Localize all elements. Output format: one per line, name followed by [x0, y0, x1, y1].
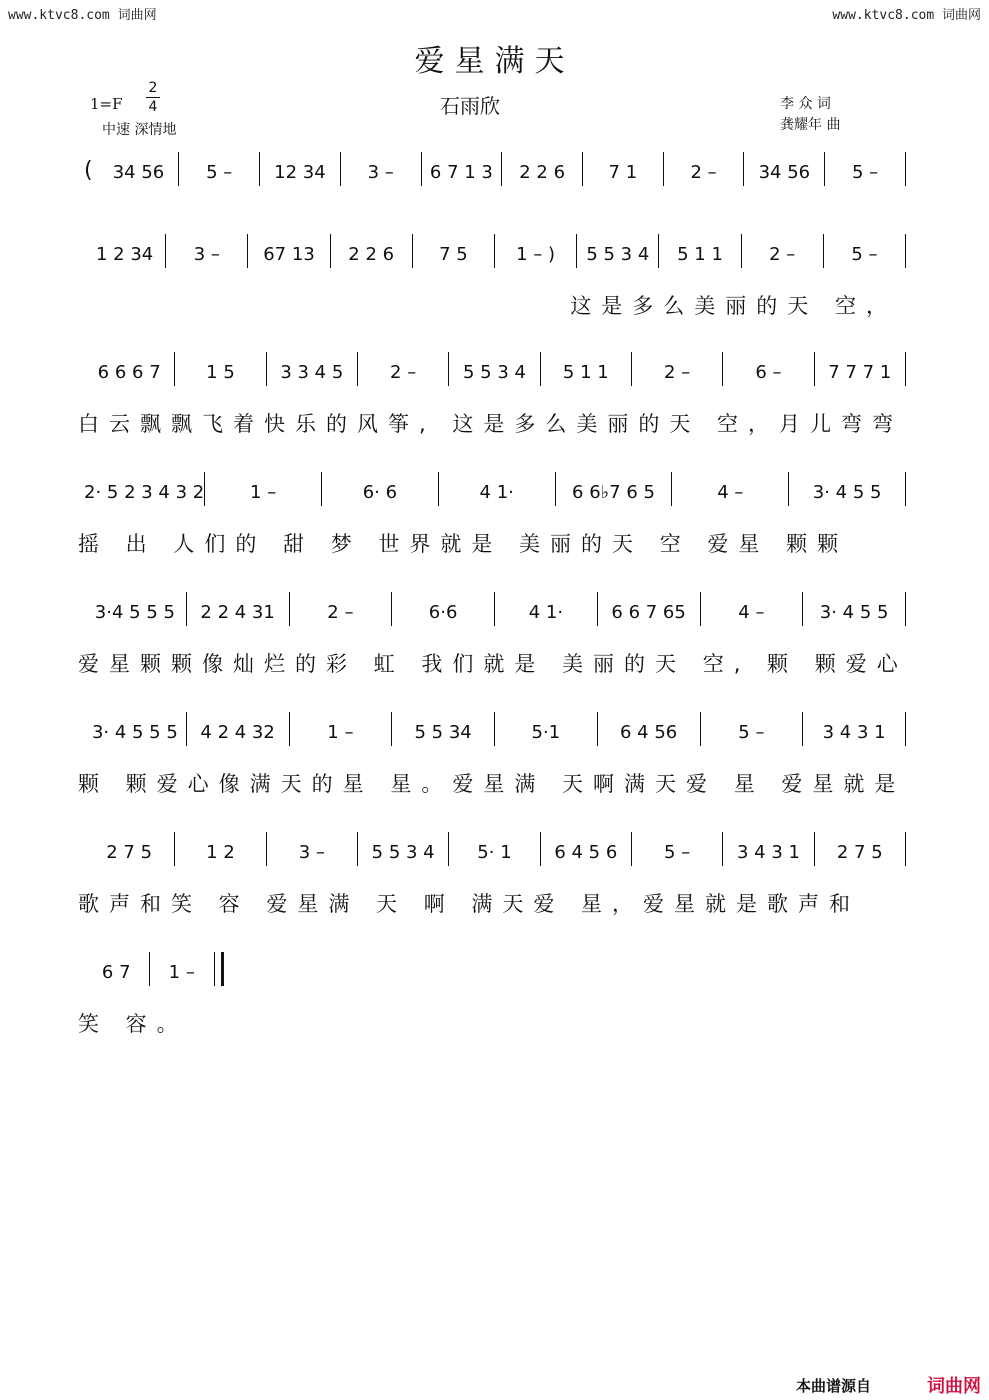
measure: 2 –: [327, 602, 354, 623]
measure: 6 7: [101, 962, 131, 983]
watermark-right: www.ktvc8.com 词曲网: [832, 8, 981, 23]
singer-name: 石雨欣: [440, 94, 500, 118]
measure: 5 5 3 4: [371, 842, 435, 863]
measure: 6 7 1 3: [429, 162, 493, 183]
measure: 5·1: [531, 722, 561, 743]
measure: 6· 6: [362, 482, 398, 503]
measure: 5 –: [206, 162, 233, 183]
measure: 1 –: [327, 722, 354, 743]
measure: 4 1·: [479, 482, 514, 503]
time-signature: [146, 80, 160, 115]
measure: 5 5 3 4: [586, 244, 650, 265]
barline: [905, 472, 906, 506]
measure: 6 6♭7 6 5: [572, 482, 655, 503]
measure: 3 4 3 1: [736, 842, 800, 863]
measure: 5 5 3 4: [462, 362, 526, 383]
notation-row: [84, 952, 224, 1002]
measure: 7 7 7 1: [828, 362, 892, 383]
measure: 3· 4 5 5: [812, 482, 882, 503]
notation-row: [84, 592, 906, 642]
notation-row: [84, 832, 906, 882]
measure: 6 6 6 7: [97, 362, 161, 383]
final-barline: [214, 952, 224, 986]
notation-row: [84, 234, 906, 284]
measure: 5 –: [664, 842, 691, 863]
barline: [905, 832, 906, 866]
measure: 3 –: [367, 162, 394, 183]
lyric-line: 笑 容。: [78, 1012, 188, 1036]
tempo-marking: 中速 深情地: [102, 122, 177, 138]
barline: [905, 352, 906, 386]
barline: [905, 152, 906, 186]
measure: 3·4 5 5 5: [94, 602, 175, 623]
barline: [905, 592, 906, 626]
footer-source-text: 本曲谱源自: [795, 1377, 871, 1395]
measure: 5 1 1: [562, 362, 609, 383]
measure: 2 –: [769, 244, 796, 265]
footer-logo: 词曲网: [927, 1376, 981, 1397]
measure: 1 5: [206, 362, 235, 383]
key-signature: 1=F: [90, 95, 123, 113]
time-sig-bottom: 4: [148, 99, 158, 115]
lyric-line: 这是多么美丽的天 空，: [570, 294, 897, 318]
measure: 3 –: [298, 842, 325, 863]
measure: 2 –: [664, 362, 691, 383]
measure: 4 –: [738, 602, 765, 623]
measure: 12 34: [274, 162, 326, 183]
song-title: 爱星满天: [414, 44, 575, 79]
composer-credit: 龚耀年 曲: [780, 117, 841, 133]
measure: 6 4 5 6: [554, 842, 618, 863]
measure: 2 2 6: [348, 244, 395, 265]
measure: 1 2 34: [95, 244, 154, 265]
measure: 6 6 7 65: [611, 602, 686, 623]
lyric-line: 白云飘飘飞着快乐的风筝, 这是多么美丽的天 空，月儿弯弯: [78, 412, 904, 436]
notation-row: [84, 472, 906, 522]
measure: 2 7 5: [106, 842, 153, 863]
measure: 4 1·: [528, 602, 564, 623]
measure: 6 4 56: [619, 722, 678, 743]
measure: 6·6: [428, 602, 458, 623]
measure: 5· 1: [477, 842, 512, 863]
measure: 1 –: [168, 962, 195, 983]
measure: 2 7 5: [836, 842, 883, 863]
measure: 1 – ): [516, 244, 556, 265]
measure: 3 4 3 1: [822, 722, 886, 743]
lyric-line: 爱星颗颗像灿烂的彩 虹 我们就是 美丽的天 空, 颗 颗爱心: [78, 652, 908, 676]
measure: 67 13: [263, 244, 315, 265]
measure: 1 2: [206, 842, 235, 863]
measure: 1 –: [250, 482, 277, 503]
notation-row: [84, 712, 906, 762]
lyric-line: 歌声和笑 容 爱星满 天 啊 满天爱 星，爱星就是歌声和: [78, 892, 861, 916]
measure: 5 –: [851, 162, 879, 183]
opening-parenthesis: (: [84, 158, 93, 183]
measure: 34 56: [758, 162, 811, 183]
measure: 6 –: [755, 362, 782, 383]
notation-row: [84, 352, 906, 402]
measure: 3 3 4 5: [280, 362, 344, 383]
barline: [905, 234, 906, 268]
measure: 2 –: [390, 362, 417, 383]
measure: 2· 5 2 3 4 3 2: [84, 482, 205, 503]
measure: 2 2 4 31: [200, 602, 275, 623]
measure: 5 –: [851, 244, 878, 265]
time-sig-top: 2: [148, 80, 158, 96]
measure: 5 1 1: [677, 244, 723, 265]
lyric-line: 颗 颗爱心像满天的星 星。爱星满 天啊满天爱 星 爱星就是: [78, 772, 906, 796]
measure: 7 1: [608, 162, 638, 183]
measure: 5 –: [738, 722, 765, 743]
measure: 7 5: [439, 244, 468, 265]
measure: 34 56: [112, 162, 165, 183]
barline: [905, 712, 906, 746]
lyric-line: 摇 出 人们的 甜 梦 世界就是 美丽的天 空 爱星 颗颗: [78, 532, 849, 556]
measure: 3· 4 5 5: [819, 602, 889, 623]
lyricist-credit: 李 众 词: [780, 96, 831, 112]
measure: 2 2 6: [519, 162, 566, 183]
measure: 3· 4 5 5 5: [91, 722, 178, 743]
measure: 3 –: [193, 244, 220, 265]
measure: 4 2 4 32: [200, 722, 275, 743]
watermark-left: www.ktvc8.com 词曲网: [8, 8, 157, 23]
measure: 5 5 34: [414, 722, 472, 743]
measure: 4 –: [717, 482, 744, 503]
measure: 2 –: [690, 162, 717, 183]
notation-row: [84, 152, 906, 202]
